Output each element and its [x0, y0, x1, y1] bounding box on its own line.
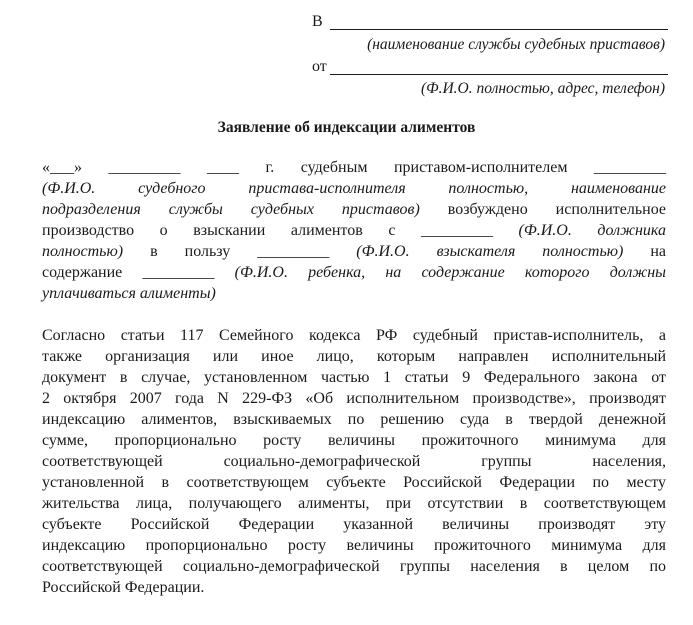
- body-line: соответствующей социально-демографической группы населения в целом по: [42, 558, 666, 575]
- recipient-label: В: [312, 13, 323, 30]
- body-line: соответствующей социально-демографической группы населения,: [42, 453, 666, 470]
- intro-line: содержание _________ (Ф.И.О. ребенка, на содержание которого должны: [42, 264, 667, 281]
- body-paragraph: [42, 325, 666, 598]
- sender-line: [300, 57, 668, 77]
- body-line: Согласно статьи 117 Семейного кодекса РФ судебный пристав-исполнитель, а: [42, 327, 666, 344]
- body-line: Российской Федерации.: [42, 579, 205, 596]
- body-line: индексацию алиментов, взыскиваемых по решению суда в твердой денежной: [42, 411, 666, 428]
- intro-line: производство о взыскании алиментов с _________ (Ф.И.О. должника: [42, 222, 666, 239]
- body-line: документ в случае, установленном частью 1 статьи 9 Федерального закона от: [42, 369, 666, 386]
- intro-line: «___» _________ ____ г. судебным приставом-исполнителем _________: [42, 159, 666, 176]
- recipient-blank: [330, 29, 668, 30]
- body-line: установленной в соответствующем субъекте Российской Федерации по месту: [42, 474, 666, 491]
- body-line: субъекте Российской Федерации указанной величины производят эту: [42, 516, 666, 533]
- intro-line: (Ф.И.О. судебного пристава-исполнителя полностью, наименование: [42, 180, 666, 197]
- body-line: индексацию пропорционально росту величины прожиточного минимума для: [42, 537, 666, 554]
- intro-paragraph: [42, 157, 666, 304]
- intro-line: подразделения службы судебных приставов) возбуждено исполнительное: [42, 201, 667, 218]
- body-line: жительства лица, получающего алименты, при отсутствии в соответствующем: [42, 495, 666, 512]
- sender-caption: (Ф.И.О. полностью, адрес, телефон): [420, 80, 665, 97]
- body-line: 2 октября 2007 года N 229-ФЗ «Об исполнительном производстве», производят: [42, 390, 666, 407]
- recipient-caption: (наименование службы судебных приставов): [367, 36, 665, 53]
- sender-label: от: [312, 58, 327, 75]
- intro-line: полностью) в пользу _________ (Ф.И.О. взыскателя полностью) на: [42, 243, 667, 260]
- sender-blank: [330, 74, 668, 75]
- document-title: Заявление об индексации алиментов: [217, 119, 476, 136]
- intro-line: уплачиваться алименты): [42, 285, 216, 302]
- recipient-line: [300, 12, 668, 32]
- body-line: сумме, пропорционально росту величины прожиточного минимума для: [42, 432, 666, 449]
- body-line: также организация или иное лицо, которым направлен исполнительный: [42, 348, 666, 365]
